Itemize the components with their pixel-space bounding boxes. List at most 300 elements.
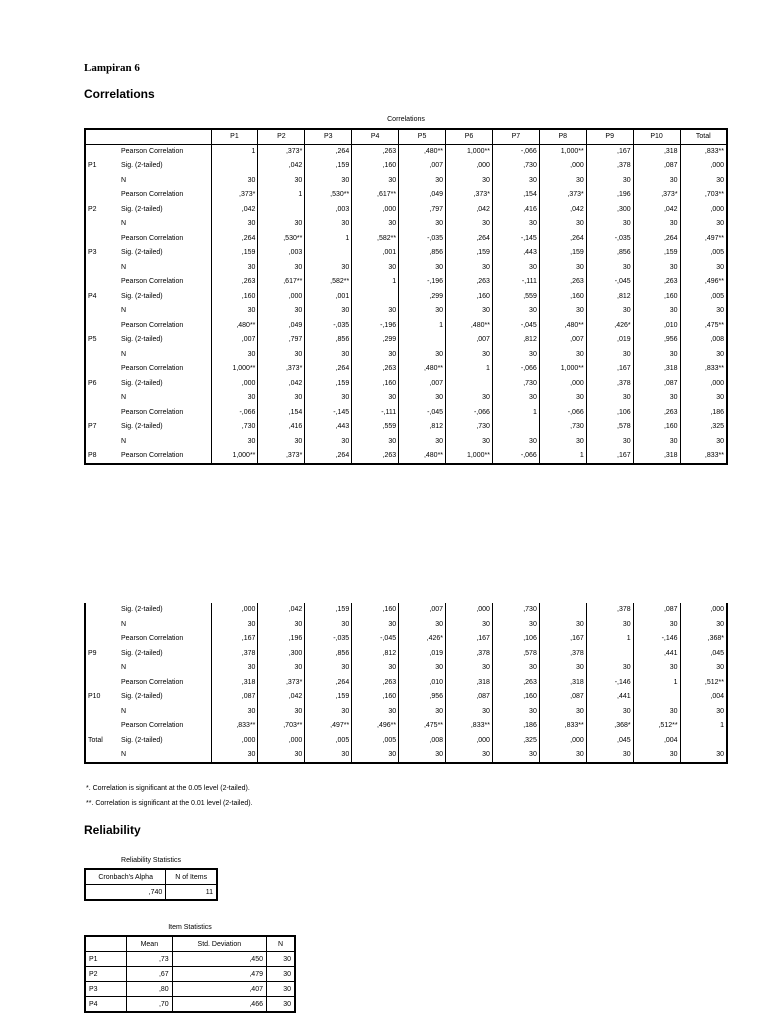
table-row (85, 261, 727, 276)
table-cell: ,443 (305, 420, 352, 435)
table-row (85, 690, 727, 705)
table-cell: ,812 (399, 420, 446, 435)
table-cell: ,797 (399, 203, 446, 218)
table-cell (446, 377, 493, 392)
header-n-of-items: N of Items (166, 869, 217, 885)
table-cell: 30 (586, 217, 633, 232)
table-cell: ,264 (305, 449, 352, 464)
table-cell: 30 (399, 748, 446, 763)
row-variable-label: P10 (85, 690, 119, 705)
table-cell: 30 (305, 705, 352, 720)
row-statistic-label: Sig. (2-tailed) (121, 379, 163, 387)
table-cell: 30 (305, 217, 352, 232)
table-cell: 30 (539, 261, 586, 276)
column-header: P1 (211, 129, 258, 145)
table-cell: 30 (586, 661, 633, 676)
row-statistic-label: Pearson Correlation (121, 148, 184, 155)
table-cell: ,299 (352, 333, 399, 348)
table-cell: ,318 (211, 676, 258, 691)
table-cell: 30 (539, 705, 586, 720)
reliability-stats-caption: Reliability Statistics (121, 857, 181, 864)
table-cell: ,049 (399, 188, 446, 203)
table-cell: 30 (352, 348, 399, 363)
table-row (85, 174, 727, 189)
row-variable-label: P7 (85, 420, 119, 435)
table-cell: 30 (633, 705, 680, 720)
table-cell: 30 (492, 618, 539, 633)
table-cell: ,617** (352, 188, 399, 203)
table-cell: 1 (211, 145, 258, 160)
table-cell: 30 (211, 705, 258, 720)
table-cell: 30 (446, 748, 493, 763)
table-cell: ,007 (446, 333, 493, 348)
table-row (85, 203, 727, 218)
table-cell: ,004 (633, 734, 680, 749)
table-cell: ,368* (586, 719, 633, 734)
table-cell: ,005 (680, 246, 727, 261)
row-statistic-label: N (121, 707, 127, 715)
table-cell: ,263 (352, 676, 399, 691)
table-cell: ,512** (633, 719, 680, 734)
table-cell: ,263 (539, 275, 586, 290)
table-cell: ,005 (680, 290, 727, 305)
table-cell: ,042 (258, 690, 305, 705)
table-cell: ,019 (586, 333, 633, 348)
table-cell: 30 (539, 217, 586, 232)
table-cell: 30 (399, 705, 446, 720)
table-cell: ,300 (258, 647, 305, 662)
table-cell: -,035 (586, 232, 633, 247)
table-cell: 30 (446, 174, 493, 189)
table-cell: 30 (633, 261, 680, 276)
header-cronbach-alpha: Cronbach's Alpha (85, 869, 166, 885)
row-variable-label (85, 632, 119, 647)
row-variable-label (85, 304, 119, 319)
table-row (85, 734, 727, 749)
table-cell: 30 (258, 261, 305, 276)
row-variable-label (85, 362, 119, 377)
item-stats-header-mean: Mean (127, 936, 173, 952)
table-cell: 30 (680, 618, 727, 633)
table-cell: 1 (258, 188, 305, 203)
row-statistic-label: Pearson Correlation (121, 678, 184, 686)
table-cell: 30 (586, 174, 633, 189)
row-statistic-label: Sig. (2-tailed) (121, 736, 163, 744)
table-cell: -,045 (492, 319, 539, 334)
item-stats-row (85, 967, 295, 982)
table-cell: 30 (586, 348, 633, 363)
table-cell: 30 (492, 705, 539, 720)
item-value: ,407 (172, 982, 266, 997)
table-row (85, 246, 727, 261)
table-cell: ,042 (258, 377, 305, 392)
table-cell: 30 (680, 304, 727, 319)
table-cell: 30 (352, 174, 399, 189)
table-cell: 30 (258, 435, 305, 450)
table-cell: 30 (258, 348, 305, 363)
value-n-of-items: 11 (166, 885, 217, 901)
table-cell: ,373* (539, 188, 586, 203)
table-cell: ,559 (492, 290, 539, 305)
table-cell: ,000 (258, 290, 305, 305)
table-cell (680, 734, 727, 749)
table-row (85, 159, 727, 174)
table-cell: ,480** (399, 145, 446, 160)
table-cell: ,167 (586, 362, 633, 377)
table-cell: ,186 (492, 719, 539, 734)
table-cell: 30 (211, 748, 258, 763)
table-cell: 30 (399, 261, 446, 276)
table-cell: 30 (305, 304, 352, 319)
table-cell: 30 (680, 435, 727, 450)
reliability-stats-table (84, 868, 218, 901)
table-cell: ,318 (633, 145, 680, 160)
table-cell: 30 (352, 261, 399, 276)
table-cell: ,530** (258, 232, 305, 247)
row-variable-label: P1 (85, 159, 119, 174)
table-cell: ,263 (633, 406, 680, 421)
row-statistic-label: N (121, 664, 127, 672)
table-cell: 30 (211, 174, 258, 189)
table-row (85, 676, 727, 691)
table-cell: 30 (680, 661, 727, 676)
table-cell: ,167 (539, 632, 586, 647)
table-cell: -,066 (492, 449, 539, 464)
table-row (85, 632, 727, 647)
table-row (85, 420, 727, 435)
table-cell: ,441 (586, 690, 633, 705)
table-cell: ,703** (680, 188, 727, 203)
table-cell: ,167 (446, 632, 493, 647)
table-cell: ,833** (211, 719, 258, 734)
table-cell: 30 (258, 391, 305, 406)
table-cell: ,005 (352, 734, 399, 749)
table-cell: ,087 (539, 690, 586, 705)
table-cell: 30 (399, 348, 446, 363)
table-cell: 30 (586, 748, 633, 763)
item-stats-row (85, 997, 295, 1013)
table-cell: 30 (680, 391, 727, 406)
footnote-01: **. Correlation is significant at the 0.01 level (2-tailed). (86, 800, 253, 807)
row-statistic-label: Sig. (2-tailed) (121, 606, 163, 614)
table-cell: -,066 (539, 406, 586, 421)
row-variable-label: P6 (85, 377, 119, 392)
table-cell: ,443 (492, 246, 539, 261)
table-cell: 30 (492, 661, 539, 676)
table-cell: ,160 (352, 377, 399, 392)
row-variable-label (85, 719, 119, 734)
table-cell: ,856 (305, 647, 352, 662)
table-cell: 30 (586, 618, 633, 633)
table-row (85, 362, 727, 377)
table-cell: ,373* (258, 676, 305, 691)
table-cell: ,008 (399, 734, 446, 749)
table-cell: 30 (211, 304, 258, 319)
table-cell: 30 (633, 174, 680, 189)
item-value: ,70 (127, 997, 173, 1013)
item-value: ,80 (127, 982, 173, 997)
table-cell: 30 (539, 304, 586, 319)
table-cell: ,264 (305, 676, 352, 691)
column-header: P9 (586, 129, 633, 145)
table-cell: ,263 (352, 449, 399, 464)
table-cell: 30 (258, 661, 305, 676)
table-cell: 30 (633, 748, 680, 763)
table-row (85, 449, 727, 464)
table-cell: 30 (399, 217, 446, 232)
table-cell: ,010 (633, 319, 680, 334)
table-cell: 30 (352, 748, 399, 763)
table-cell: 30 (211, 348, 258, 363)
table-cell: ,007 (539, 333, 586, 348)
table-cell: 30 (446, 261, 493, 276)
table-cell: 30 (492, 217, 539, 232)
row-variable-label: Total (85, 734, 119, 749)
table-cell: 30 (586, 304, 633, 319)
table-cell: 30 (492, 435, 539, 450)
table-cell: -,045 (352, 632, 399, 647)
table-row (85, 705, 727, 720)
table-cell: ,196 (586, 188, 633, 203)
table-cell: ,087 (211, 690, 258, 705)
row-variable-label (85, 748, 119, 763)
table-row (85, 406, 727, 421)
table-row (85, 748, 727, 763)
table-cell: ,797 (258, 333, 305, 348)
table-cell: ,000 (258, 734, 305, 749)
table-cell: ,480** (446, 319, 493, 334)
table-cell: ,318 (633, 362, 680, 377)
table-cell: ,812 (492, 333, 539, 348)
table-cell: ,001 (352, 246, 399, 261)
table-cell: -,066 (492, 145, 539, 160)
table-cell: ,000 (680, 603, 727, 618)
table-cell: -,066 (446, 406, 493, 421)
table-cell: 30 (633, 391, 680, 406)
table-cell: ,000 (211, 734, 258, 749)
table-cell: 1 (633, 676, 680, 691)
table-cell (399, 333, 446, 348)
table-cell: ,480** (399, 449, 446, 464)
table-cell: 30 (586, 391, 633, 406)
column-header: P10 (633, 129, 680, 145)
row-statistic-label: Sig. (2-tailed) (121, 162, 163, 170)
table-cell (492, 420, 539, 435)
table-cell: ,000 (352, 203, 399, 218)
table-cell: ,264 (539, 232, 586, 247)
table-cell: -,145 (305, 406, 352, 421)
correlations-table-part2 (84, 603, 728, 764)
table-cell: 30 (399, 174, 446, 189)
table-cell: 1,000** (539, 145, 586, 160)
table-cell: ,000 (680, 159, 727, 174)
table-cell: ,007 (211, 333, 258, 348)
correlations-heading: Correlations (84, 87, 155, 101)
table-cell: 30 (399, 618, 446, 633)
table-cell: ,496** (680, 275, 727, 290)
table-cell (633, 690, 680, 705)
table-cell: 30 (633, 435, 680, 450)
table-cell: ,378 (586, 159, 633, 174)
table-cell: ,106 (492, 632, 539, 647)
table-cell: ,160 (352, 690, 399, 705)
table-cell: ,049 (258, 319, 305, 334)
table-cell: ,159 (305, 159, 352, 174)
table-cell: ,480** (399, 362, 446, 377)
header-blank-cell (85, 129, 211, 145)
row-statistic-label: Sig. (2-tailed) (121, 292, 163, 300)
table-cell: 30 (492, 348, 539, 363)
table-cell: ,264 (633, 232, 680, 247)
row-variable-label: P2 (85, 203, 119, 218)
table-row (85, 232, 727, 247)
table-row (85, 377, 727, 392)
table-cell: 30 (211, 217, 258, 232)
correlations-caption: Correlations (387, 116, 425, 123)
table-cell: ,005 (305, 734, 352, 749)
table-cell: ,833** (446, 719, 493, 734)
table-cell: 30 (633, 304, 680, 319)
correlations-table-part1 (84, 128, 728, 465)
table-cell: ,160 (633, 420, 680, 435)
item-value: ,73 (127, 952, 173, 967)
table-cell: 1,000** (211, 362, 258, 377)
row-variable-label (85, 603, 119, 618)
table-cell: ,578 (492, 647, 539, 662)
table-cell: 30 (539, 348, 586, 363)
row-statistic-label: N (121, 176, 127, 184)
table-cell: ,000 (539, 377, 586, 392)
table-cell: ,167 (586, 449, 633, 464)
row-variable-label (85, 676, 119, 691)
table-cell: ,186 (680, 406, 727, 421)
table-cell: -,035 (305, 632, 352, 647)
table-cell: 1 (680, 719, 727, 734)
table-cell: ,042 (446, 203, 493, 218)
table-cell: 30 (258, 174, 305, 189)
row-variable-label (85, 661, 119, 676)
table-cell: 30 (680, 217, 727, 232)
table-cell: ,299 (399, 290, 446, 305)
table-row (85, 188, 727, 203)
table-cell: ,106 (586, 406, 633, 421)
table-cell: 30 (539, 174, 586, 189)
column-header: P3 (305, 129, 352, 145)
table-cell: ,160 (633, 290, 680, 305)
row-variable-label: P3 (85, 246, 119, 261)
table-cell: -,045 (586, 275, 633, 290)
table-cell: 30 (258, 748, 305, 763)
table-cell: ,000 (539, 159, 586, 174)
table-cell: 30 (211, 391, 258, 406)
table-cell: 1 (352, 275, 399, 290)
table-cell: 30 (446, 348, 493, 363)
table-cell: ,378 (211, 647, 258, 662)
item-label: P4 (85, 997, 127, 1013)
table-cell: ,087 (446, 690, 493, 705)
table-cell: ,833** (680, 449, 727, 464)
row-variable-label (85, 319, 119, 334)
table-cell: 30 (305, 435, 352, 450)
item-value: ,479 (172, 967, 266, 982)
row-variable-label (85, 435, 119, 450)
table-cell: ,042 (211, 203, 258, 218)
item-value: ,450 (172, 952, 266, 967)
row-variable-label (85, 391, 119, 406)
table-cell: 30 (211, 435, 258, 450)
row-statistic-label: N (121, 350, 127, 358)
table-cell: ,263 (211, 275, 258, 290)
table-cell: 30 (492, 261, 539, 276)
table-cell: ,010 (399, 676, 446, 691)
table-cell: ,263 (352, 145, 399, 160)
row-variable-label (85, 145, 119, 160)
table-cell: ,042 (633, 203, 680, 218)
row-statistic-label: Sig. (2-tailed) (121, 249, 163, 257)
table-cell: 30 (211, 661, 258, 676)
table-cell: -,196 (352, 319, 399, 334)
row-statistic-label: Pearson Correlation (121, 234, 184, 242)
item-stats-row (85, 952, 295, 967)
table-cell: 30 (399, 435, 446, 450)
table-cell: ,325 (680, 420, 727, 435)
table-cell: ,530** (305, 188, 352, 203)
table-cell: ,154 (492, 188, 539, 203)
table-cell: 30 (539, 435, 586, 450)
table-cell: ,154 (258, 406, 305, 421)
item-stats-table (84, 935, 296, 1013)
table-cell: 30 (305, 618, 352, 633)
table-cell: -,045 (399, 406, 446, 421)
table-cell: ,426* (586, 319, 633, 334)
table-cell: 30 (352, 618, 399, 633)
table-cell: ,373* (211, 188, 258, 203)
table-cell: ,833** (680, 145, 727, 160)
row-statistic-label: N (121, 220, 127, 228)
table-cell: 30 (211, 618, 258, 633)
row-variable-label (85, 348, 119, 363)
row-variable-label (85, 188, 119, 203)
table-cell: -,035 (305, 319, 352, 334)
item-label: P1 (85, 952, 127, 967)
table-cell: 1 (446, 362, 493, 377)
row-statistic-label: Pearson Correlation (121, 321, 184, 329)
table-cell: ,373* (446, 188, 493, 203)
table-cell: ,833** (680, 362, 727, 377)
table-cell: 30 (633, 217, 680, 232)
row-statistic-label: Pearson Correlation (121, 365, 184, 373)
table-cell: 1 (305, 232, 352, 247)
table-cell (352, 290, 399, 305)
table-cell (586, 647, 633, 662)
table-cell: ,730 (492, 377, 539, 392)
table-cell: ,159 (446, 246, 493, 261)
table-cell: ,730 (492, 159, 539, 174)
table-cell: ,264 (305, 362, 352, 377)
table-cell: ,730 (492, 603, 539, 618)
table-cell: ,042 (258, 603, 305, 618)
table-cell: 30 (305, 748, 352, 763)
table-cell: ,480** (539, 319, 586, 334)
row-statistic-label: N (121, 394, 127, 402)
table-cell: ,159 (633, 246, 680, 261)
row-statistic-label: Sig. (2-tailed) (121, 205, 163, 213)
table-cell: 30 (492, 748, 539, 763)
table-cell: ,582** (305, 275, 352, 290)
item-stats-caption: Item Statistics (168, 924, 212, 931)
table-cell: ,000 (446, 734, 493, 749)
table-cell: 1,000** (446, 145, 493, 160)
